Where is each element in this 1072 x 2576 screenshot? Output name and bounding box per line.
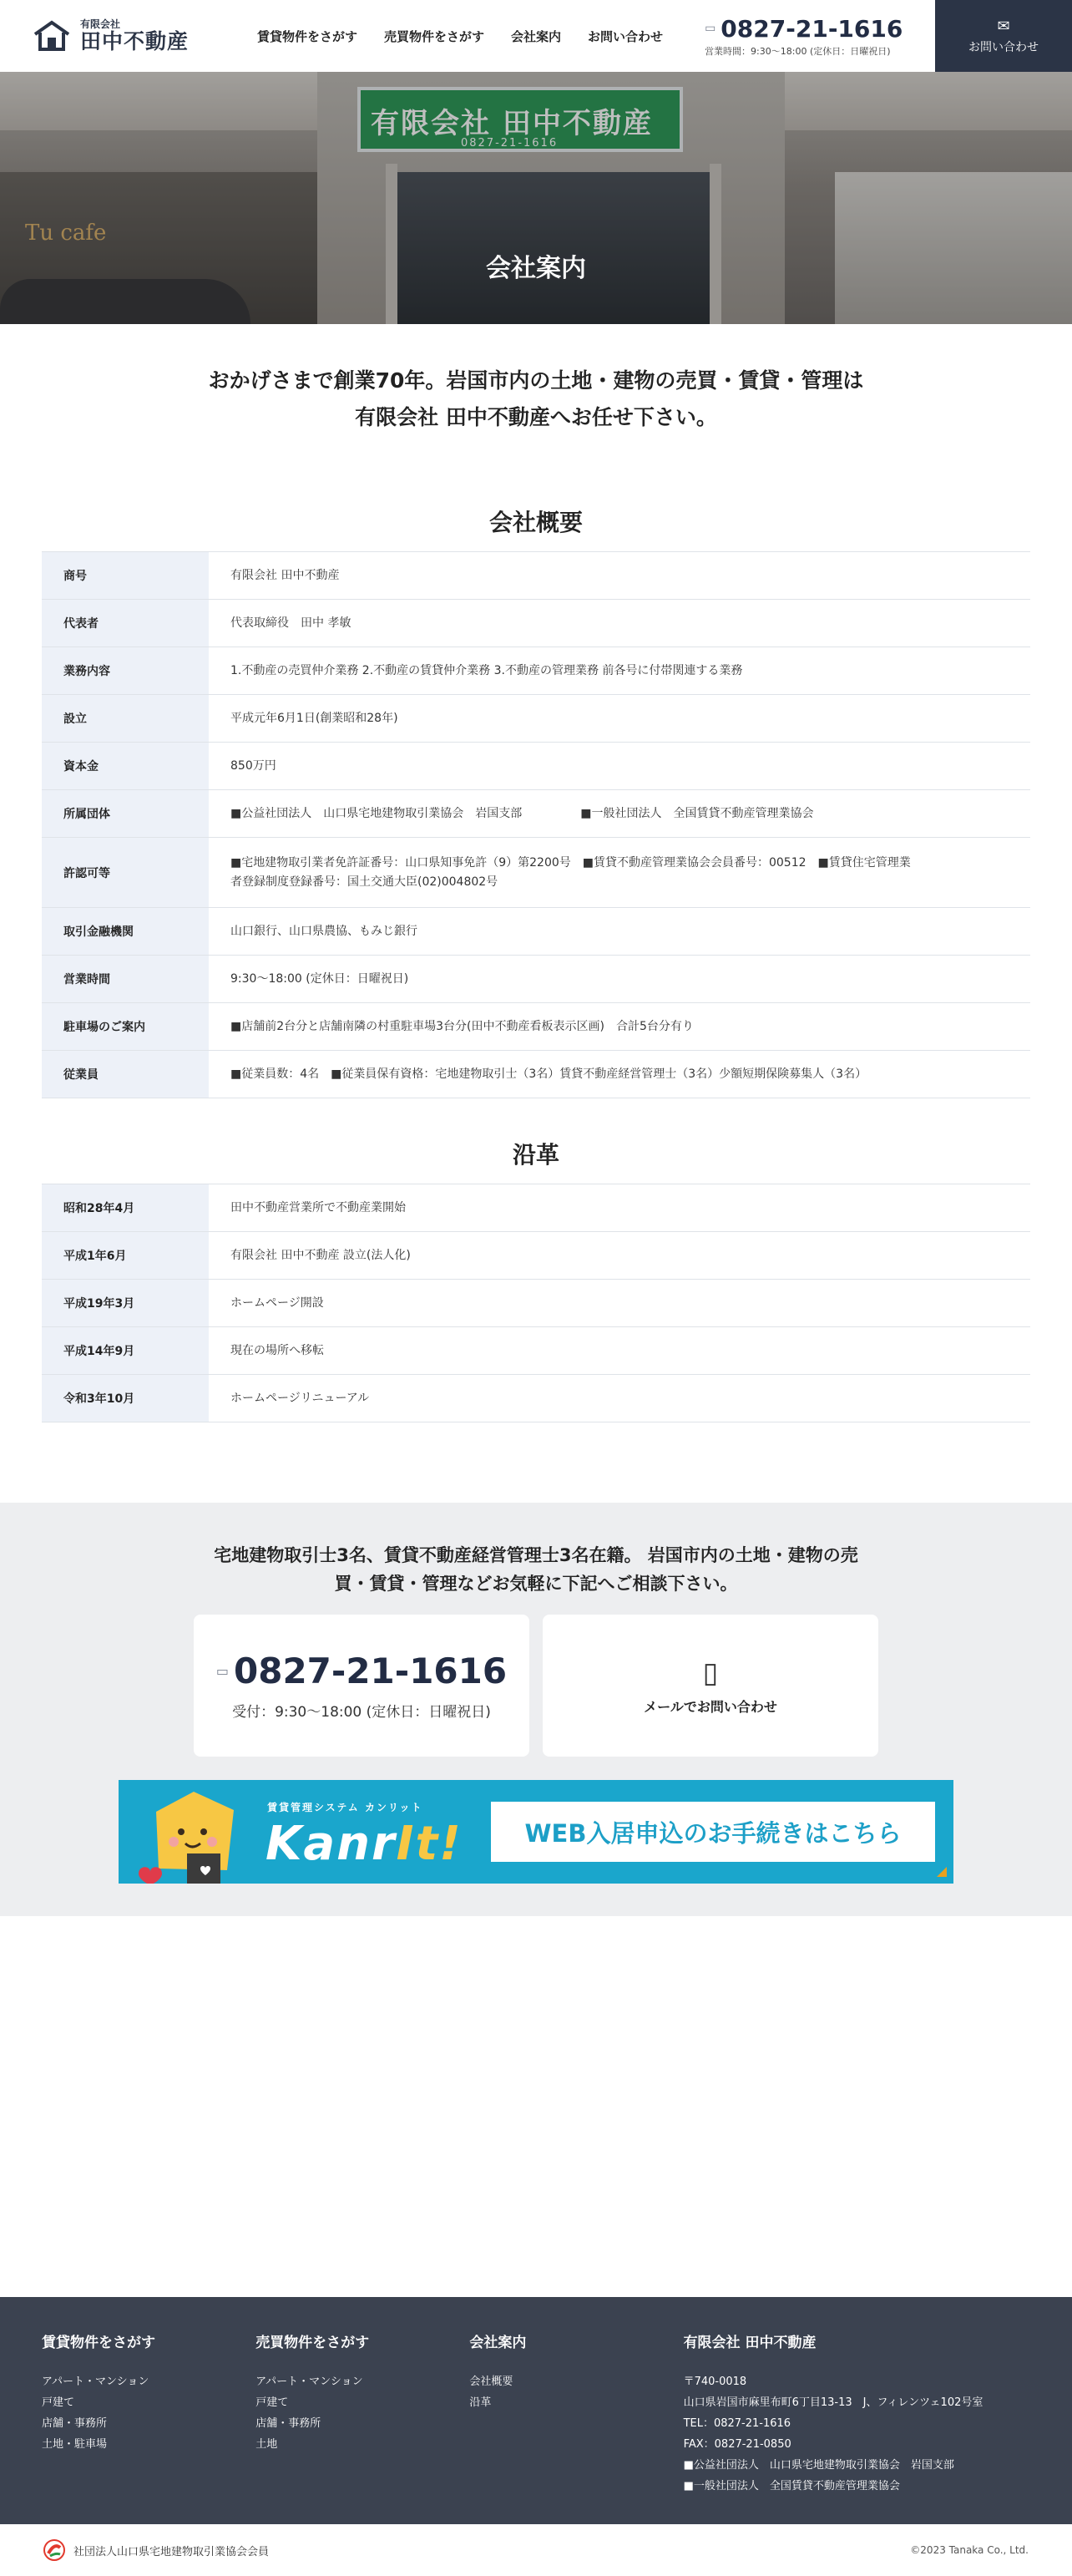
contact-tel-number[interactable]: 0827-21-1616: [234, 1651, 508, 1691]
footer-tel: TEL：0827-21-1616: [683, 2417, 791, 2430]
row-value: ■公益社団法人 山口県宅地建物取引業協会 岩国支部 ■一般社団法人 全国賃貸不動産管理業協会: [230, 806, 814, 820]
header-tel-number[interactable]: 0827-21-1616: [721, 14, 903, 43]
site-logo[interactable]: [32, 19, 215, 53]
contact-lead-line-2: 買・賃貸・管理などお気軽に下記へご相談下さい。: [334, 1574, 738, 1594]
history-table: [42, 1184, 1030, 1422]
row-value: 山口銀行、山口県農協、もみじ銀行: [230, 924, 417, 938]
row-value: ホームページ開設: [230, 1296, 324, 1310]
mail-contact-button[interactable]: [543, 1615, 878, 1757]
footer-postal-code: 〒740-0018: [683, 2376, 747, 2388]
table-row: [42, 552, 1030, 600]
cafe-sign-text: Tu cafe: [25, 221, 107, 246]
association-logo-icon: [43, 2539, 65, 2561]
row-value: 1.不動産の売買仲介業務 2.不動産の賃貸仲介業務 3.不動産の管理業務 前各号に付帯関連する業務: [230, 663, 743, 677]
logo-company-name: 田中不動産: [80, 28, 190, 53]
footer-heading[interactable]: 会社案内: [469, 2335, 527, 2351]
house-logo-icon: [32, 19, 72, 53]
profile-table: [42, 551, 1030, 1098]
footer-link[interactable]: 土地: [255, 2438, 278, 2451]
footer-company-info: [684, 2330, 1030, 2524]
footer-link[interactable]: 土地・駐車場: [42, 2438, 108, 2451]
copyright-bar: [0, 2524, 1072, 2576]
row-label: 業務内容: [42, 647, 209, 694]
row-value: ■従業員数：4名 ■従業員保有資格：宅地建物取引士（3名）賃貸不動産経営管理士（3名）少額短期保険募集人（3名）: [230, 1067, 867, 1081]
row-value: 有限会社 田中不動産 設立(法人化): [230, 1248, 411, 1262]
kanrit-mascot-icon: [135, 1787, 244, 1884]
row-label: 令和3年10月: [42, 1375, 209, 1422]
global-nav: [257, 28, 690, 45]
row-label: 営業時間: [42, 956, 209, 1002]
row-label: 平成1年6月: [42, 1232, 209, 1279]
row-label: 平成19年3月: [42, 1280, 209, 1326]
footer-link[interactable]: アパート・マンション: [255, 2376, 363, 2388]
row-label: 資本金: [42, 743, 209, 789]
footer-link[interactable]: アパート・マンション: [42, 2376, 149, 2388]
row-label: 従業員: [42, 1051, 209, 1098]
table-row: [42, 908, 1030, 956]
row-value: 代表取締役 田中 孝敏: [230, 616, 351, 630]
nav-company[interactable]: 会社案内: [511, 28, 562, 44]
site-header: [0, 0, 1072, 72]
row-label: 代表者: [42, 600, 209, 647]
phone-icon: ▭: [705, 22, 716, 35]
lead-line-2: 有限会社 田中不動産へお任せ下さい。: [355, 405, 717, 429]
footer-link[interactable]: 沿革: [469, 2396, 492, 2409]
lead-line-1: おかげさまで創業70年。岩国市内の土地・建物の売買・賃貸・管理は: [208, 368, 864, 393]
row-value: 田中不動産営業所で不動産業開始: [230, 1200, 406, 1214]
row-value: ■宅地建物取引業者免許証番号：山口県知事免許（9）第2200号 ■賃貸不動産管理業協会会員番号：00512 ■賃貸住宅管理業 者登録制度登録番号：国土交通大臣(02)004802号: [230, 855, 911, 889]
footer-link[interactable]: 戸建て: [255, 2396, 289, 2409]
row-label: 駐車場のご案内: [42, 1003, 209, 1050]
footer-address: 山口県岩国市麻里布町6丁目13-13 J、フィレンツェ102号室: [683, 2396, 984, 2409]
footer-company-name: 有限会社 田中不動産: [683, 2335, 817, 2351]
footer-link[interactable]: 店舗・事務所: [42, 2417, 108, 2430]
table-row: [42, 790, 1030, 838]
footer-col-sale: [255, 2330, 469, 2524]
row-label: 取引金融機関: [42, 908, 209, 955]
page-title: 会社案内: [486, 254, 586, 283]
kanrit-logo-part-1: Kanr: [265, 1817, 397, 1871]
header-contact-button[interactable]: [935, 0, 1072, 72]
table-row: [42, 956, 1030, 1003]
logo-small-text: 有限会社: [80, 18, 121, 30]
header-business-hours: 営業時間：9:30〜18:00 (定休日：日曜祝日): [705, 45, 891, 57]
mail-contact-label: メールでお問い合わせ: [644, 1698, 777, 1715]
tel-contact-card[interactable]: [194, 1615, 529, 1757]
phone-icon: ▭: [215, 1663, 229, 1679]
table-row: [42, 1051, 1030, 1098]
contact-lead: [0, 1541, 1072, 1598]
footer-membership-2: ■一般社団法人 全国賃貸不動産管理業協会: [683, 2480, 900, 2492]
row-value: 現在の場所へ移転: [230, 1343, 324, 1357]
header-tel-block: [705, 15, 903, 58]
history-title: 沿革: [512, 1141, 559, 1169]
footer-col-company: [469, 2330, 683, 2524]
site-footer: [0, 2297, 1072, 2524]
table-row: [42, 1184, 1030, 1232]
row-value: ホームページリニューアル: [230, 1391, 370, 1405]
contact-lead-line-1: 宅地建物取引士3名、賃貸不動産経営管理士3名在籍。 岩国市内の土地・建物の売: [214, 1545, 858, 1565]
table-row: [42, 695, 1030, 743]
footer-heading[interactable]: 売買物件をさがす: [255, 2335, 370, 2351]
row-value: ■店舗前2台分と店舗南隣の村重駐車場3台分(田中不動産看板表示区画) 合計5台分有り: [230, 1019, 694, 1033]
table-row: [42, 743, 1030, 790]
row-value: 有限会社 田中不動産: [230, 568, 340, 582]
table-row: [42, 1280, 1030, 1327]
row-label: 平成14年9月: [42, 1327, 209, 1374]
table-row: [42, 1375, 1030, 1422]
lead-text: [0, 363, 1072, 436]
row-label: 昭和28年4月: [42, 1184, 209, 1231]
mail-icon: ▯: [702, 1656, 719, 1690]
map-area: [0, 1916, 1072, 2297]
nav-contact[interactable]: お問い合わせ: [588, 28, 664, 44]
nav-rent-search[interactable]: 賃貸物件をさがす: [257, 28, 358, 44]
table-row: [42, 600, 1030, 647]
web-application-cta[interactable]: WEB入居申込のお手続きはこちら: [491, 1802, 935, 1862]
kanrit-logo-part-2: It!: [396, 1817, 463, 1871]
profile-title: 会社概要: [488, 509, 583, 536]
footer-link[interactable]: 戸建て: [42, 2396, 75, 2409]
row-label: 商号: [42, 552, 209, 599]
contact-hours: 受付：9:30〜18:00 (定休日：日曜祝日): [232, 1704, 491, 1721]
header-contact-label: お問い合わせ: [968, 40, 1039, 54]
storefront-sign-text: 有限会社 田中不動産: [371, 107, 653, 140]
table-row: [42, 1327, 1030, 1375]
association-badge[interactable]: [43, 2539, 269, 2561]
kanrit-subtitle: 賃貸管理システム カンリット: [267, 1802, 423, 1813]
table-row: [42, 647, 1030, 695]
footer-membership-1: ■公益社団法人 山口県宅地建物取引業協会 岩国支部: [683, 2459, 954, 2472]
mail-icon: ✉: [997, 17, 1010, 35]
row-label: 所属団体: [42, 790, 209, 837]
footer-link[interactable]: 店舗・事務所: [255, 2417, 321, 2430]
association-label: 社団法人山口県宅地建物取引業協会会員: [73, 2545, 270, 2558]
nav-sale-search[interactable]: 売買物件をさがす: [384, 28, 485, 44]
storefront-sign-tel: 0827-21-1616: [461, 137, 559, 150]
row-label: 許認可等: [42, 838, 209, 907]
footer-heading[interactable]: 賃貸物件をさがす: [42, 2335, 155, 2351]
hero-banner: [0, 72, 1072, 324]
contact-section: [0, 1503, 1072, 1916]
corner-arrow-icon: [937, 1867, 947, 1877]
copyright-text: ©2023 Tanaka Co., Ltd.: [910, 2544, 1029, 2556]
row-value: 9:30〜18:00 (定休日：日曜祝日): [230, 971, 409, 986]
footer-link[interactable]: 会社概要: [469, 2376, 513, 2388]
row-label: 設立: [42, 695, 209, 742]
table-row: [42, 838, 1030, 908]
row-value: 平成元年6月1日(創業昭和28年): [230, 711, 398, 725]
footer-fax: FAX：0827-21-0850: [683, 2438, 791, 2451]
footer-col-rent: [42, 2330, 255, 2524]
kanrit-logo: [265, 1817, 463, 1871]
row-value: 850万円: [230, 758, 276, 773]
table-row: [42, 1003, 1030, 1051]
kanrit-banner[interactable]: [119, 1780, 953, 1884]
table-row: [42, 1232, 1030, 1280]
